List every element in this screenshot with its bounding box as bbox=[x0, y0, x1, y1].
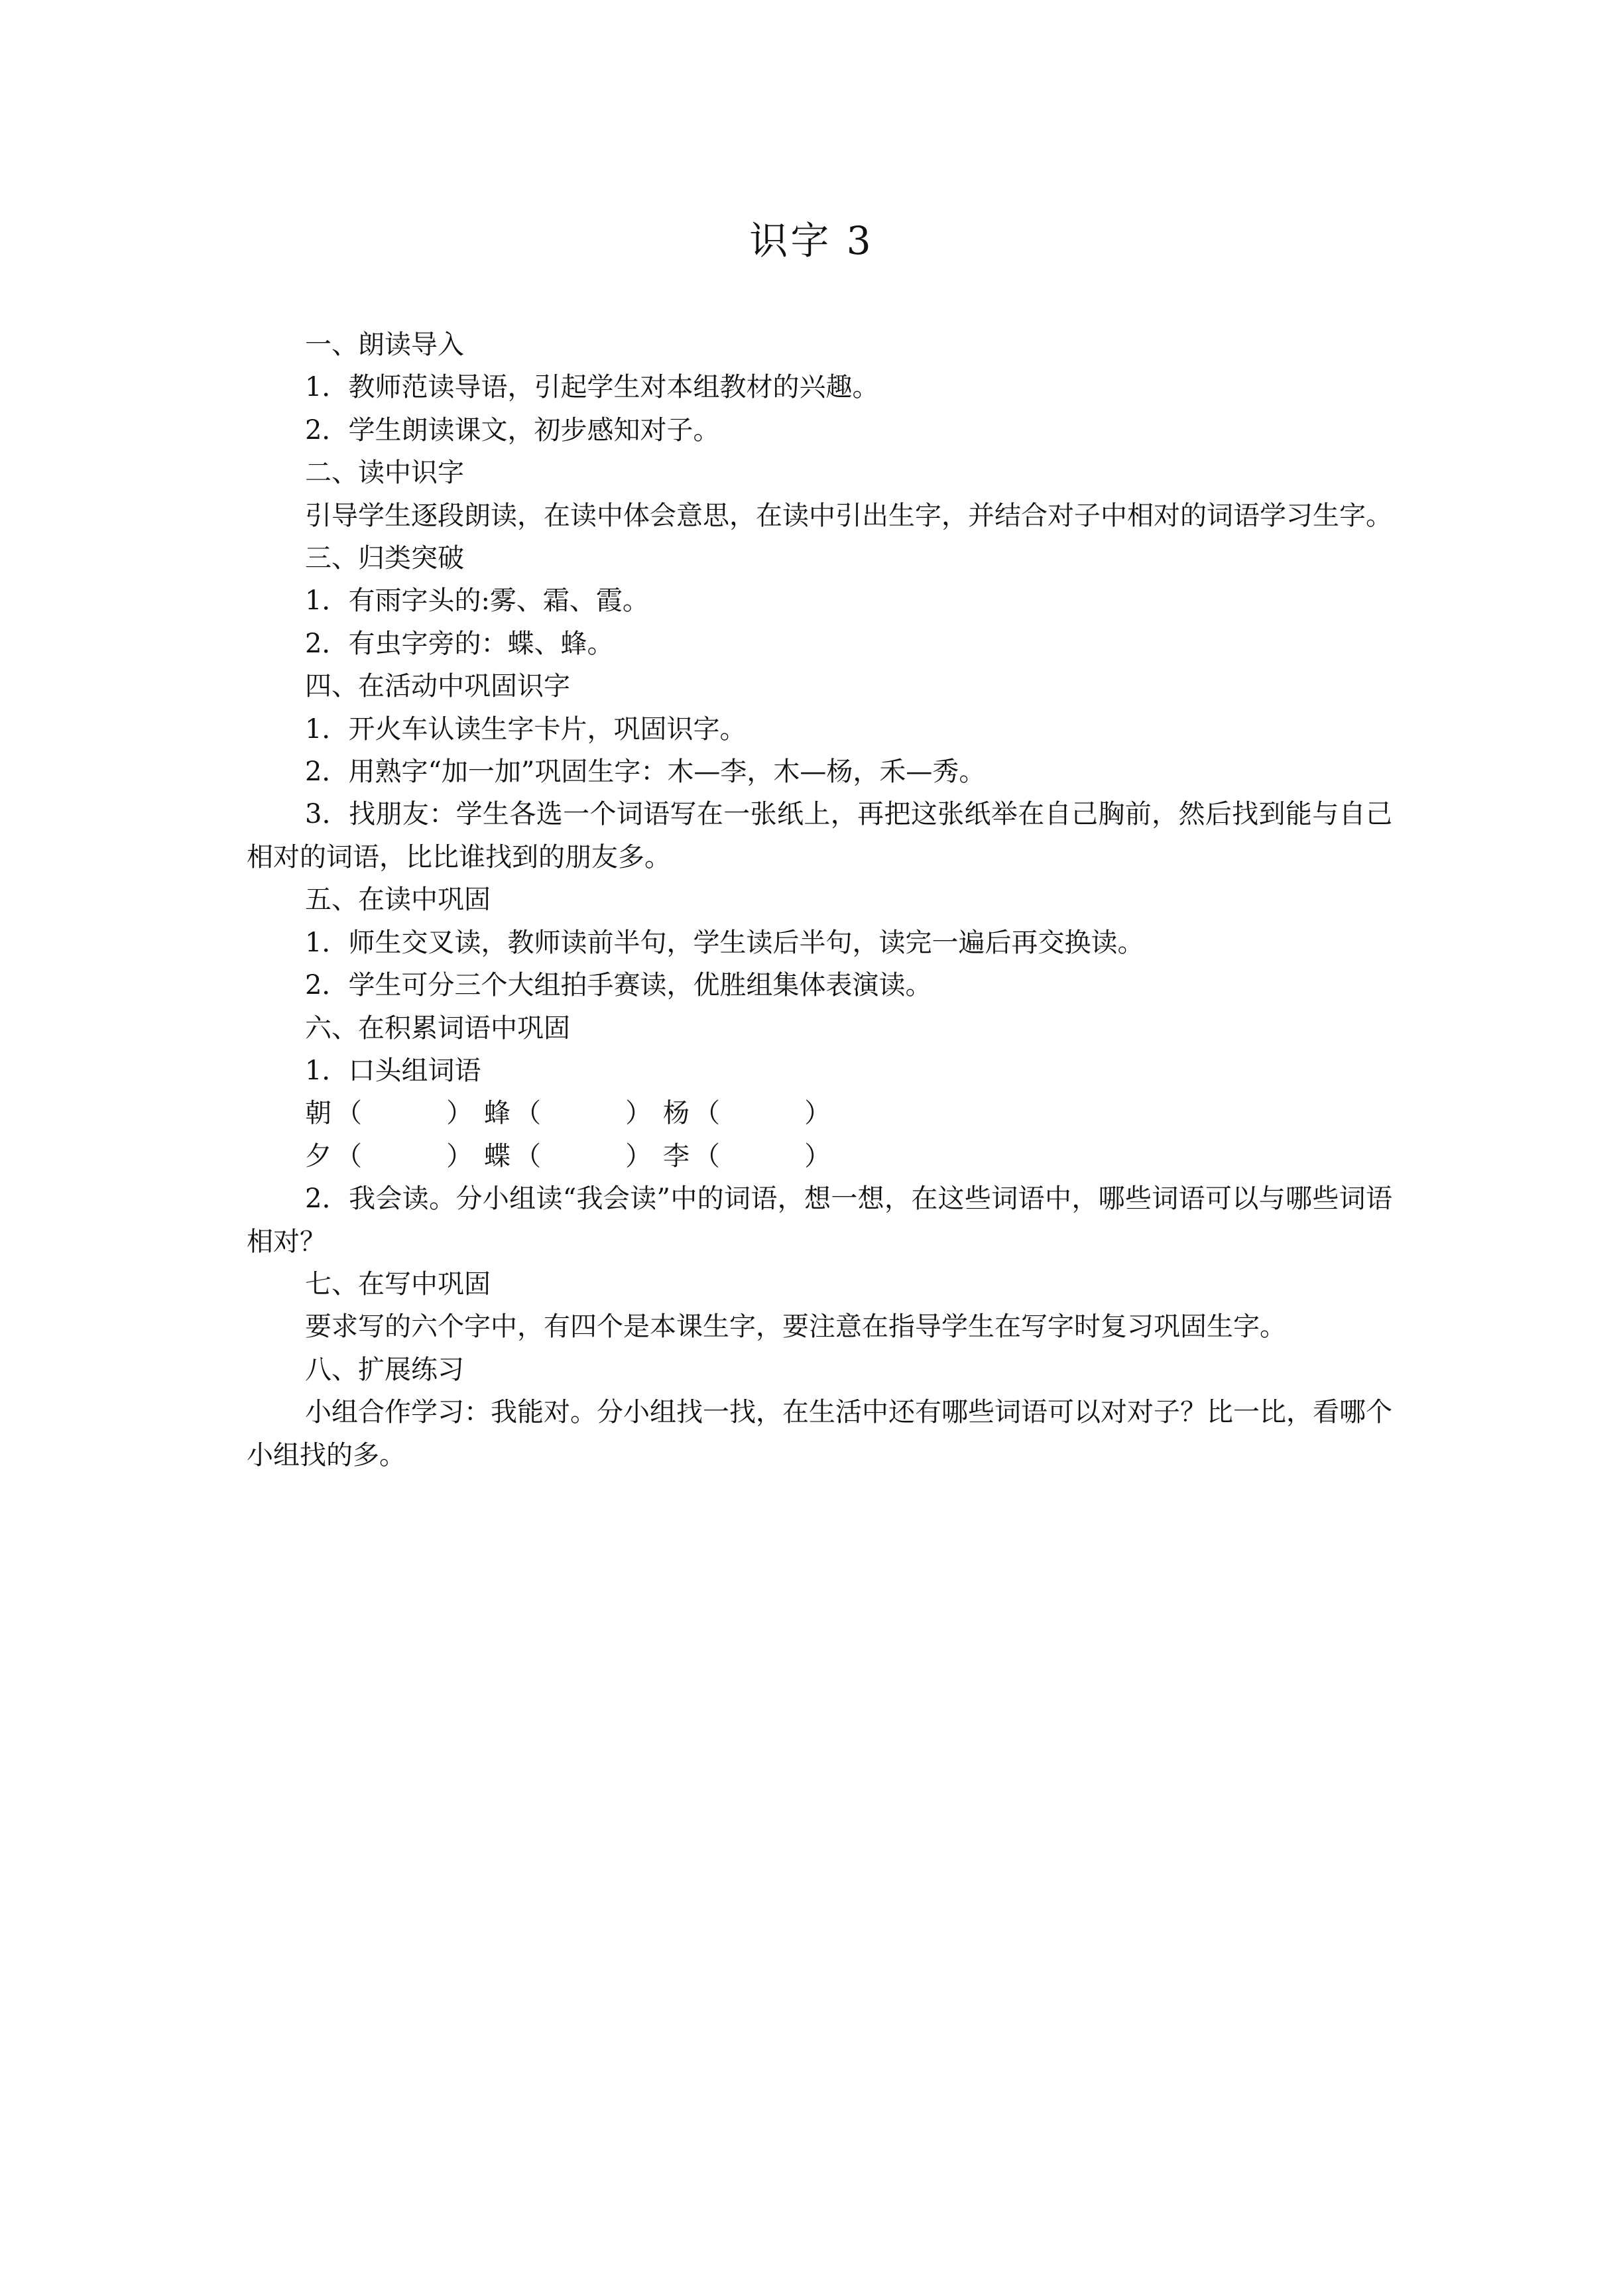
heading-1: 一、朗读导入 bbox=[305, 330, 464, 360]
fill-blank-row-2 bbox=[247, 1135, 1392, 1178]
document-body bbox=[247, 324, 1392, 1477]
heading-8: 八、扩展练习 bbox=[305, 1354, 464, 1385]
paragraph: 3．找朋友：学生各选一个词语写在一张纸上，再把这张纸举在自己胸前，然后找到能与自己相对的词语，比比谁找到的朋友多。 bbox=[247, 799, 1392, 873]
page-title: 识字 3 bbox=[749, 218, 874, 263]
fill-blank-row-1 bbox=[247, 1092, 1392, 1134]
blank-char: 夕 bbox=[305, 1140, 331, 1172]
paragraph: 1．开火车认读生字卡片，巩固识字。 bbox=[305, 713, 747, 745]
paragraph: 1．师生交叉读，教师读前半句，学生读后半句，读完一遍后再交换读。 bbox=[305, 927, 1144, 958]
paragraph: 2．有虫字旁的：蝶、蜂。 bbox=[305, 628, 614, 659]
heading-3: 三、归类突破 bbox=[305, 543, 464, 574]
heading-5: 五、在读中巩固 bbox=[305, 884, 491, 916]
heading-4: 四、在活动中巩固识字 bbox=[305, 671, 570, 702]
blank-parentheses: （ ） bbox=[514, 1140, 652, 1172]
paragraph: 2．学生可分三个大组拍手赛读，优胜组集体表演读。 bbox=[305, 970, 932, 1001]
heading-2: 二、读中识字 bbox=[305, 457, 464, 489]
blank-char: 李 bbox=[663, 1140, 690, 1172]
blank-parentheses: （ ） bbox=[335, 1140, 473, 1172]
blank-char: 蝶 bbox=[484, 1140, 511, 1172]
paragraph: 1．有雨字头的:雾、霜、霞。 bbox=[305, 585, 649, 617]
blank-char: 杨 bbox=[663, 1098, 690, 1129]
heading-6: 六、在积累词语中巩固 bbox=[305, 1012, 570, 1044]
paragraph: 要求写的六个字中，有四个是本课生字，要注意在指导学生在写字时复习巩固生字。 bbox=[305, 1311, 1286, 1343]
paragraph: 小组合作学习：我能对。分小组找一找，在生活中还有哪些词语可以对对子？比一比，看哪个小组找的多。 bbox=[247, 1397, 1392, 1471]
blank-char: 蜂 bbox=[484, 1098, 511, 1129]
paragraph: 2．我会读。分小组读“我会读”中的词语，想一想，在这些词语中，哪些词语可以与哪些词语相对？ bbox=[247, 1183, 1392, 1257]
blank-parentheses: （ ） bbox=[693, 1098, 831, 1129]
heading-7: 七、在写中巩固 bbox=[305, 1268, 491, 1299]
paragraph: 2．用熟字“加一加”巩固生字：木—李，木—杨，禾—秀。 bbox=[305, 756, 986, 788]
blank-parentheses: （ ） bbox=[693, 1140, 831, 1172]
paragraph: 1．口头组词语 bbox=[305, 1055, 481, 1086]
blank-parentheses: （ ） bbox=[335, 1098, 473, 1129]
paragraph: 2．学生朗读课文，初步感知对子。 bbox=[305, 414, 720, 446]
paragraph: 1．教师范读导语，引起学生对本组教材的兴趣。 bbox=[305, 372, 879, 403]
blank-char: 朝 bbox=[305, 1098, 331, 1129]
blank-parentheses: （ ） bbox=[514, 1098, 652, 1129]
paragraph: 引导学生逐段朗读，在读中体会意思，在读中引出生字，并结合对子中相对的词语学习生字。 bbox=[305, 500, 1392, 531]
